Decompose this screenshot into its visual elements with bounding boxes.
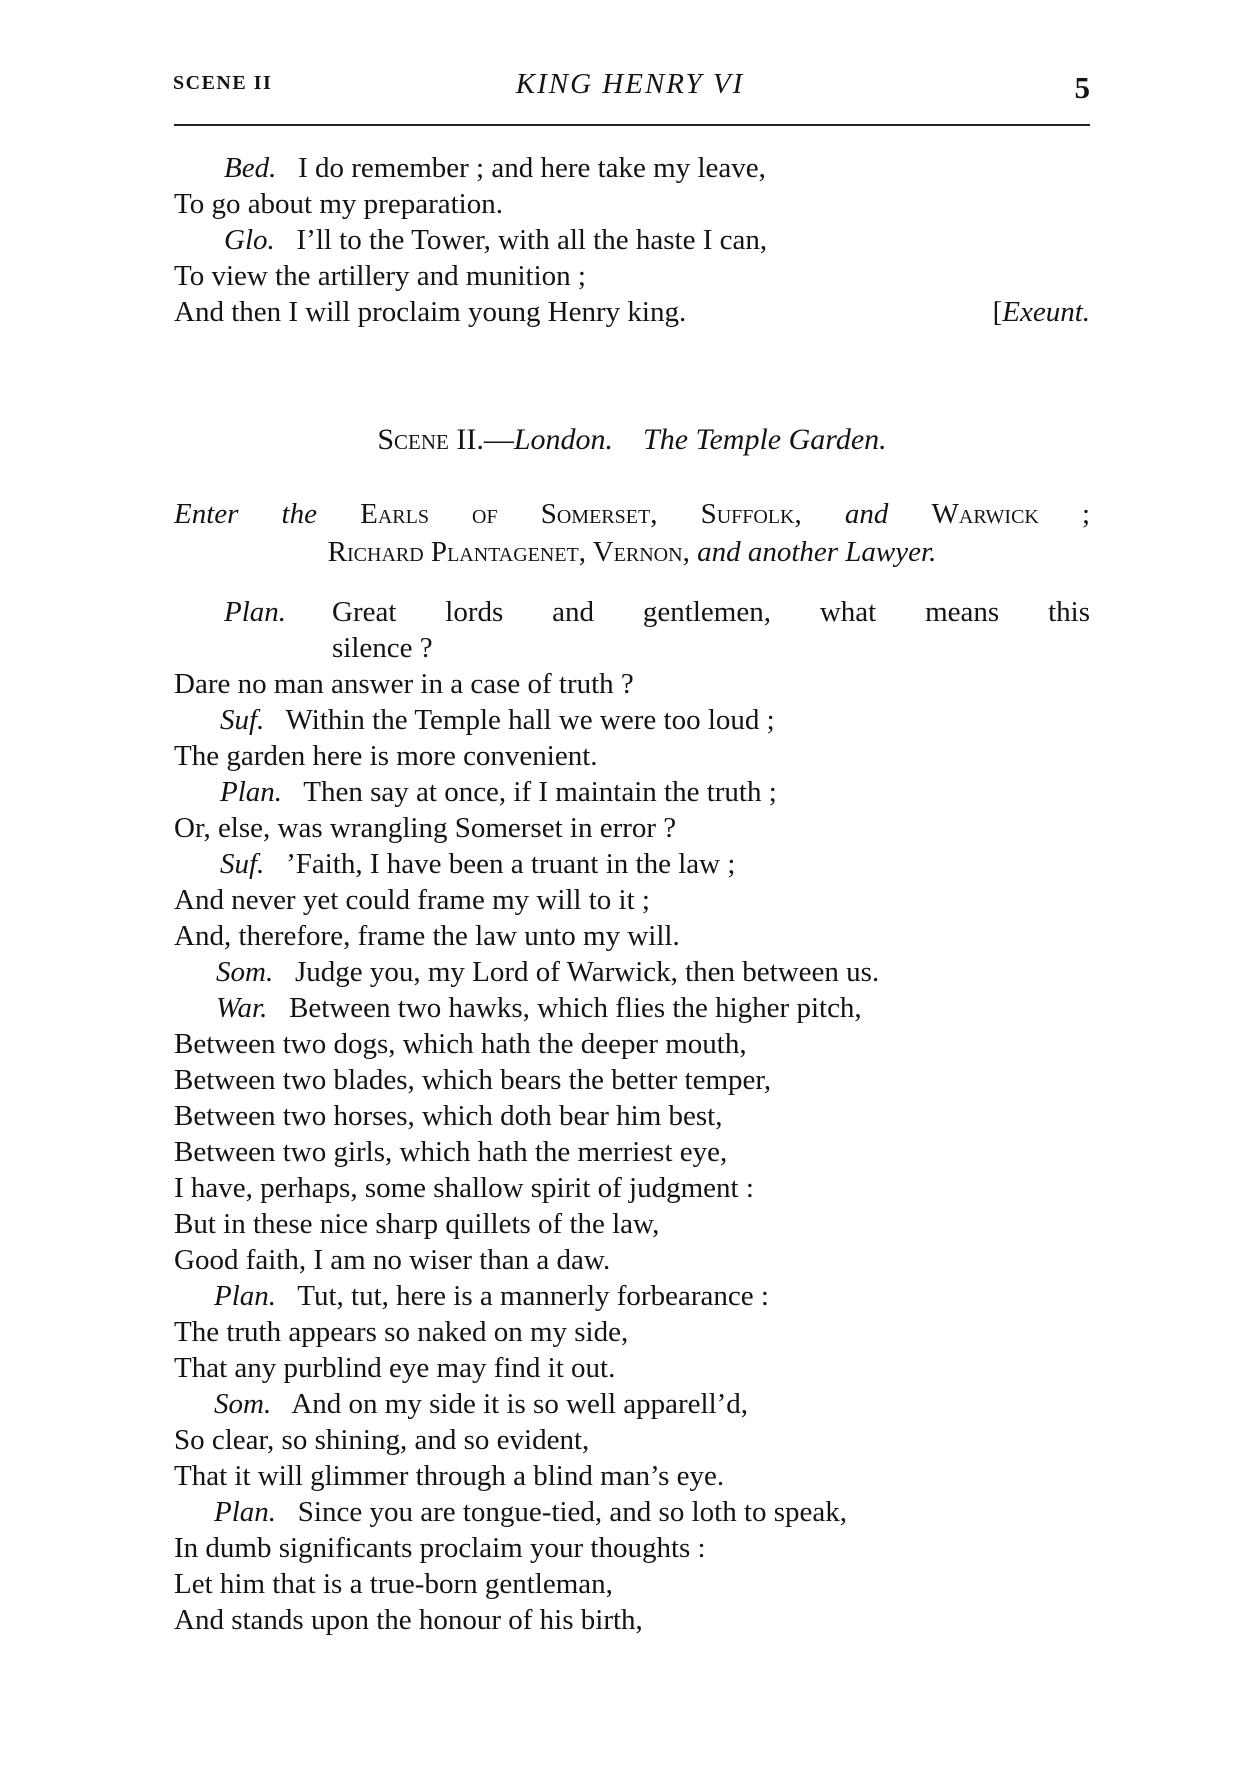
- verse-line: [224, 222, 767, 258]
- stage-direction-entry: Enter the Earls of Somerset, Suffolk, and Warwick ;: [174, 498, 1091, 530]
- verse-line: [224, 150, 766, 186]
- verse-line: So clear, so shining, and so evident,: [174, 1424, 590, 1456]
- verse-line-with-direction: [174, 294, 1090, 330]
- header-scene-label: SCENE II: [173, 72, 273, 94]
- verse-line: I have, perhaps, some shallow spirit of judgment :: [174, 1172, 754, 1204]
- verse-line: [220, 702, 775, 738]
- verse-line: Good faith, I am no wiser than a daw.: [174, 1244, 611, 1276]
- page-number: 5: [1074, 70, 1090, 105]
- verse-text: Between two hawks, which flies the higher pitch,: [289, 992, 862, 1024]
- header-play-title: KING HENRY VI: [515, 68, 745, 100]
- verse-line: Between two blades, which bears the better temper,: [174, 1064, 772, 1096]
- scene-heading: [174, 420, 1090, 460]
- speaker-label: Glo.: [224, 224, 275, 256]
- scene-place: London.: [513, 423, 614, 456]
- verse-text: And then I will proclaim young Henry king.: [174, 296, 687, 328]
- verse-line: That any purblind eye may find it out.: [174, 1352, 616, 1384]
- verse-line: Let him that is a true-born gentleman,: [174, 1568, 613, 1600]
- verse-line: Between two dogs, which hath the deeper mouth,: [174, 1028, 747, 1060]
- verse-text: Since you are tongue-tied, and so loth to speak,: [297, 1496, 848, 1528]
- speaker-label: Plan.: [214, 1280, 277, 1312]
- verse-line: To view the artillery and munition ;: [174, 260, 586, 292]
- speaker-label: Plan.: [214, 1496, 277, 1528]
- speaker-label: Bed.: [224, 152, 277, 184]
- verse-text: Tut, tut, here is a mannerly forbearance :: [297, 1280, 769, 1312]
- verse-line: And stands upon the honour of his birth,: [174, 1604, 643, 1636]
- header-rule: [174, 124, 1090, 126]
- verse-line: [214, 1494, 847, 1530]
- verse-line: [216, 954, 879, 990]
- verse-line: The truth appears so naked on my side,: [174, 1316, 629, 1348]
- scene-dash: —: [483, 423, 514, 456]
- verse-line: Between two horses, which doth bear him best,: [174, 1100, 723, 1132]
- verse-line: And never yet could frame my will to it ;: [174, 884, 650, 916]
- verse-text: Great lords and gentlemen, what means this: [332, 596, 1090, 628]
- speaker-label: Plan.: [220, 776, 283, 808]
- verse-text: Judge you, my Lord of Warwick, then between us.: [294, 956, 880, 988]
- verse-line: In dumb significants proclaim your thoughts :: [174, 1532, 706, 1564]
- stage-direction-entry: Richard Plantagenet, Vernon, and another Lawyer.: [327, 536, 937, 568]
- speaker-label: Suf.: [220, 704, 265, 736]
- verse-line: But in these nice sharp quillets of the law,: [174, 1208, 660, 1240]
- verse-text: Then say at once, if I maintain the truth ;: [303, 776, 777, 808]
- verse-continuation: silence ?: [332, 632, 433, 664]
- speaker-label: Suf.: [220, 848, 265, 880]
- verse-text: Within the Temple hall we were too loud ;: [285, 704, 775, 736]
- verse-line: The garden here is more convenient.: [174, 740, 598, 772]
- verse-line: To go about my preparation.: [174, 188, 503, 220]
- speaker-label: War.: [216, 992, 268, 1024]
- running-header: [170, 68, 1090, 108]
- verse-text: ’Faith, I have been a truant in the law ;: [286, 848, 736, 880]
- speaker-label: Som.: [216, 956, 274, 988]
- verse-line: [220, 774, 777, 810]
- verse-line: That it will glimmer through a blind man’s eye.: [174, 1460, 725, 1492]
- verse-line: Or, else, was wrangling Somerset in error ?: [174, 812, 677, 844]
- verse-line: Dare no man answer in a case of truth ?: [174, 668, 634, 700]
- verse-text: I do remember ; and here take my leave,: [298, 152, 766, 184]
- verse-line: [220, 846, 735, 882]
- verse-line: [216, 990, 862, 1026]
- scene-setting: The Temple Garden.: [643, 423, 887, 456]
- stage-direction-exeunt: [Exeunt.: [992, 296, 1090, 328]
- speaker-label: Som.: [214, 1388, 272, 1420]
- verse-text: And on my side it is so well apparell’d,: [291, 1388, 749, 1420]
- speaker-label: Plan.: [224, 596, 287, 628]
- verse-line: And, therefore, frame the law unto my will.: [174, 920, 680, 952]
- verse-text: I’ll to the Tower, with all the haste I can,: [296, 224, 768, 256]
- scene-number: Scene II.: [377, 423, 484, 456]
- verse-line: Between two girls, which hath the merriest eye,: [174, 1136, 728, 1168]
- verse-line: [214, 1386, 748, 1422]
- verse-line: [214, 1278, 769, 1314]
